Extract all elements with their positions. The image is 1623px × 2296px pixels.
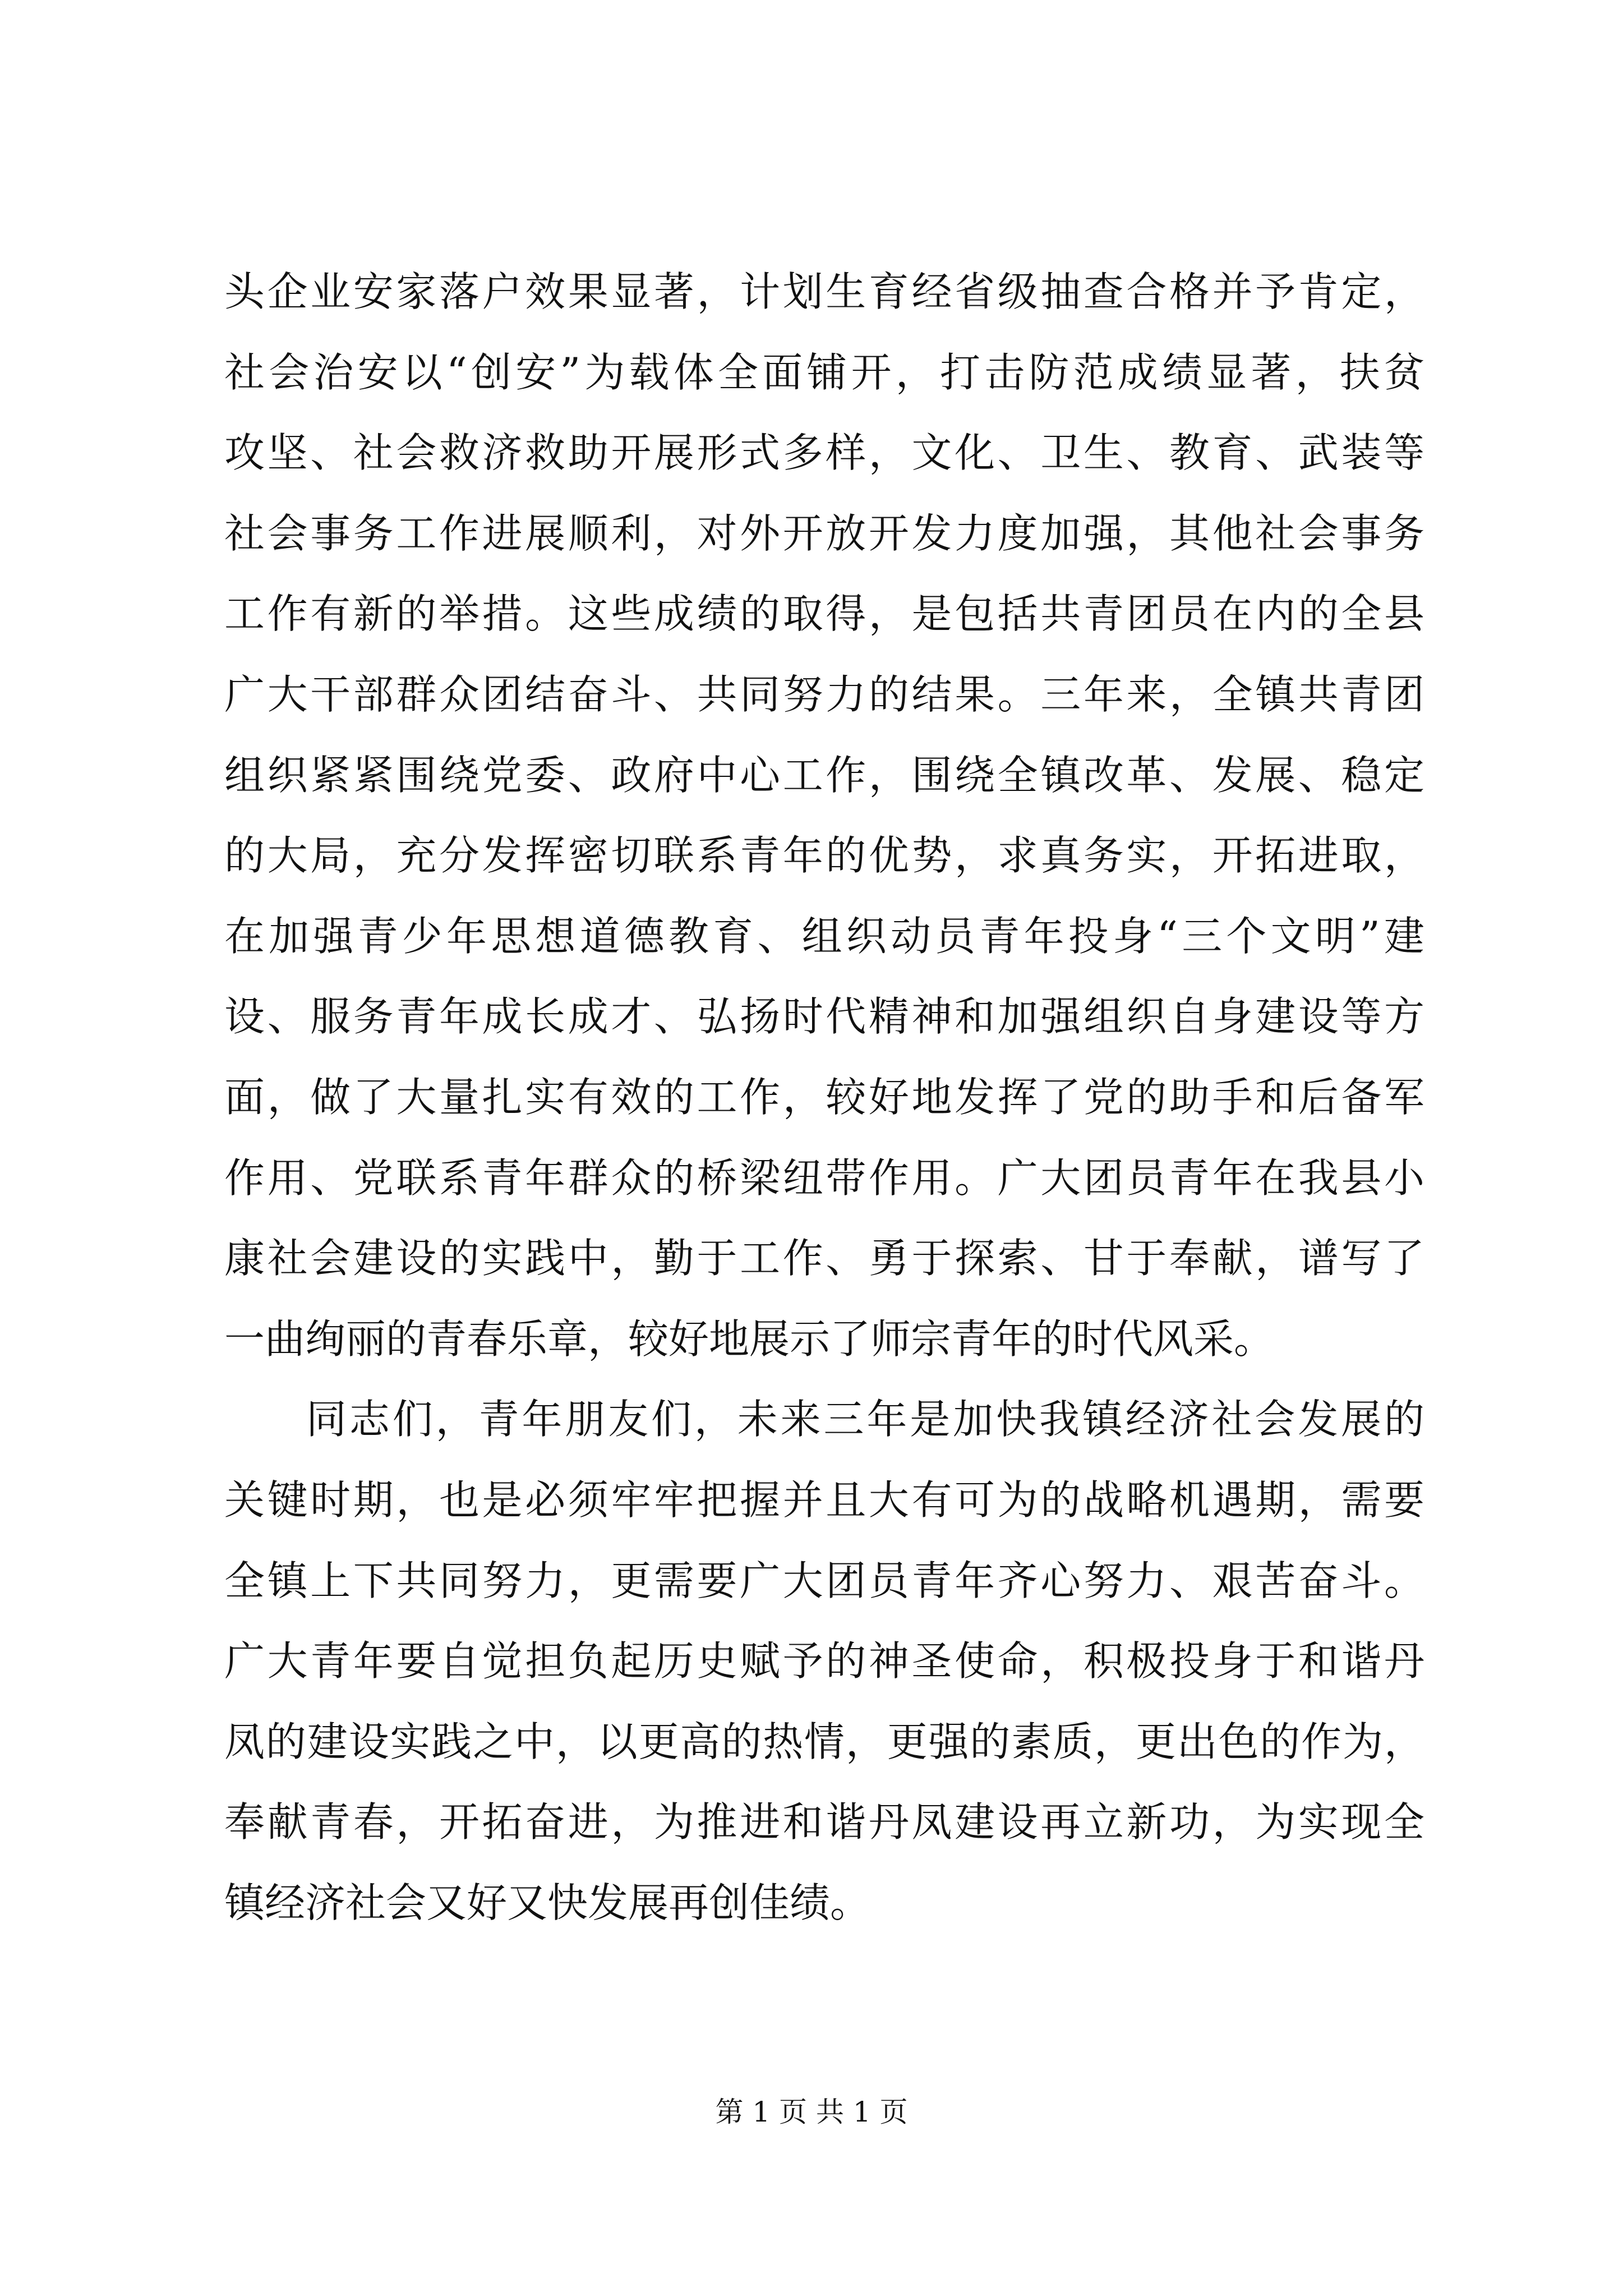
document-body (224, 252, 1424, 1943)
text-line: 设、服务青年成长成才、弘扬时代精神和加强组织自身建设等方 (224, 993, 1424, 1041)
text-line: 组织紧紧围绕党委、政府中心工作，围绕全镇改革、发展、稳定 (224, 751, 1424, 799)
text-line: 广大青年要自觉担负起历史赋予的神圣使命，积极投身于和谐丹 (224, 1637, 1424, 1685)
text-line: 攻坚、社会救济救助开展形式多样，文化、卫生、教育、武装等 (224, 429, 1424, 477)
text-line: 头企业安家落户效果显著，计划生育经省级抽查合格并予肯定， (224, 268, 1424, 315)
text-line: 工作有新的举措。这些成绩的取得，是包括共青团员在内的全县 (224, 590, 1424, 638)
text-line: 关键时期，也是必须牢牢把握并且大有可为的战略机遇期，需要 (224, 1476, 1424, 1524)
text-line: 一曲绚丽的青春乐章，较好地展示了师宗青年的时代风采。 (224, 1315, 1275, 1363)
text-line: 同志们，青年朋友们，未来三年是加快我镇经济社会发展的 (306, 1396, 1424, 1443)
text-line: 奉献青春，开拓奋进，为推进和谐丹凤建设再立新功，为实现全 (224, 1798, 1424, 1846)
paragraph (224, 252, 1424, 1379)
paragraph (224, 1379, 1424, 1943)
text-line: 全镇上下共同努力，更需要广大团员青年齐心努力、艰苦奋斗。 (224, 1557, 1424, 1604)
text-line: 社会事务工作进展顺利，对外开放开发力度加强，其他社会事务 (224, 509, 1424, 557)
text-line: 凤的建设实践之中，以更高的热情，更强的素质，更出色的作为， (224, 1718, 1424, 1765)
text-line: 康社会建设的实践中，勤于工作、勇于探索、甘于奉献，谱写了 (224, 1235, 1424, 1282)
text-line: 镇经济社会又好又快发展再创佳绩。 (224, 1879, 871, 1926)
text-line: 广大干部群众团结奋斗、共同努力的结果。三年来，全镇共青团 (224, 670, 1424, 718)
page-number-label: 第 1 页 共 1 页 (715, 2096, 908, 2128)
page-footer (0, 2092, 1623, 2132)
text-line: 面，做了大量扎实有效的工作，较好地发挥了党的助手和后备军 (224, 1073, 1424, 1121)
text-line: 作用、党联系青年群众的桥梁纽带作用。广大团员青年在我县小 (224, 1154, 1424, 1202)
text-line: 在加强青少年思想道德教育、组织动员青年投身“三个文明”建 (224, 912, 1424, 960)
text-line: 的大局，充分发挥密切联系青年的优势，求真务实，开拓进取， (224, 832, 1424, 880)
text-line: 社会治安以“创安”为载体全面铺开，打击防范成绩显著，扶贫 (224, 348, 1424, 396)
